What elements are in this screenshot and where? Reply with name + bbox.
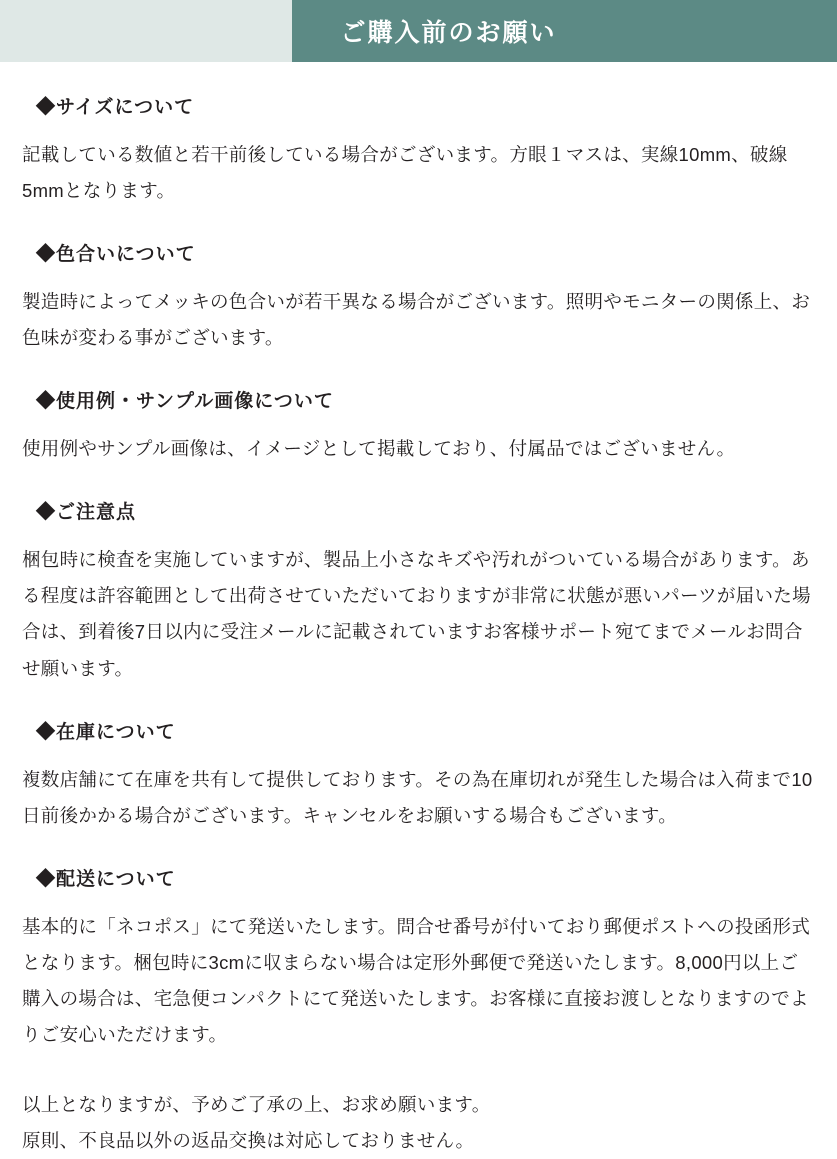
section-heading: ◆配送について: [36, 868, 176, 890]
section-body: 使用例やサンプル画像は、イメージとして掲載しており、付属品ではございません。: [22, 438, 736, 460]
closing-line-2: 原則、不良品以外の返品交換は対応しておりません。: [22, 1130, 475, 1151]
section-body: 記載している数値と若干前後している場合がございます。方眼１マスは、実線10mm、破線5mmとなります。: [22, 144, 788, 202]
section-body: 基本的に「ネコポス」にて発送いたします。問合せ番号が付いており郵便ポストへの投函形式となります。梱包時に3cmに収まらない場合は定形外郵便で発送いたします。8,000円以上ご購入の場合は、宅急便コンパクトにて発送いたします。お客様に直接お渡しとなりますのでよりご安心いただけます。: [22, 915, 811, 1045]
section-body: 製造時によってメッキの色合いが若干異なる場合がございます。照明やモニターの関係上、お色味が変わる事がございます。: [22, 291, 811, 349]
section-color: [22, 239, 815, 356]
closing-line-1: 以上となりますが、予めご了承の上、お求め願います。: [22, 1093, 491, 1115]
page-title: ご購入前のお願い: [340, 19, 557, 47]
section-caution: [22, 497, 815, 686]
section-heading: ◆サイズについて: [36, 97, 195, 118]
header-left-accent: [0, 0, 292, 62]
section-body: 複数店舗にて在庫を共有して提供しております。その為在庫切れが発生した場合は入荷まで10日前後かかる場合がございます。キャンセルをお願いする場合もございます。: [22, 768, 813, 826]
section-heading: ◆在庫について: [36, 721, 176, 743]
section-size: [22, 92, 815, 209]
notice-content: [0, 92, 837, 1159]
section-heading: ◆色合いについて: [36, 244, 196, 266]
section-sample-images: [22, 386, 815, 467]
section-stock: [22, 717, 815, 834]
closing-note: [22, 1087, 815, 1159]
section-shipping: [22, 864, 815, 1053]
section-heading: ◆使用例・サンプル画像について: [36, 391, 334, 413]
page-header: [0, 0, 837, 62]
section-heading: ◆ご注意点: [36, 502, 137, 524]
section-body: 梱包時に検査を実施していますが、製品上小さなキズや汚れがついている場合があります。ある程度は許容範囲として出荷させていただいておりますが非常に状態が悪いパーツが届いた場合は、到着後7日以内に受注メールに記載されていますお客様サポート宛てまでメールお問合せ願います。: [22, 549, 811, 679]
